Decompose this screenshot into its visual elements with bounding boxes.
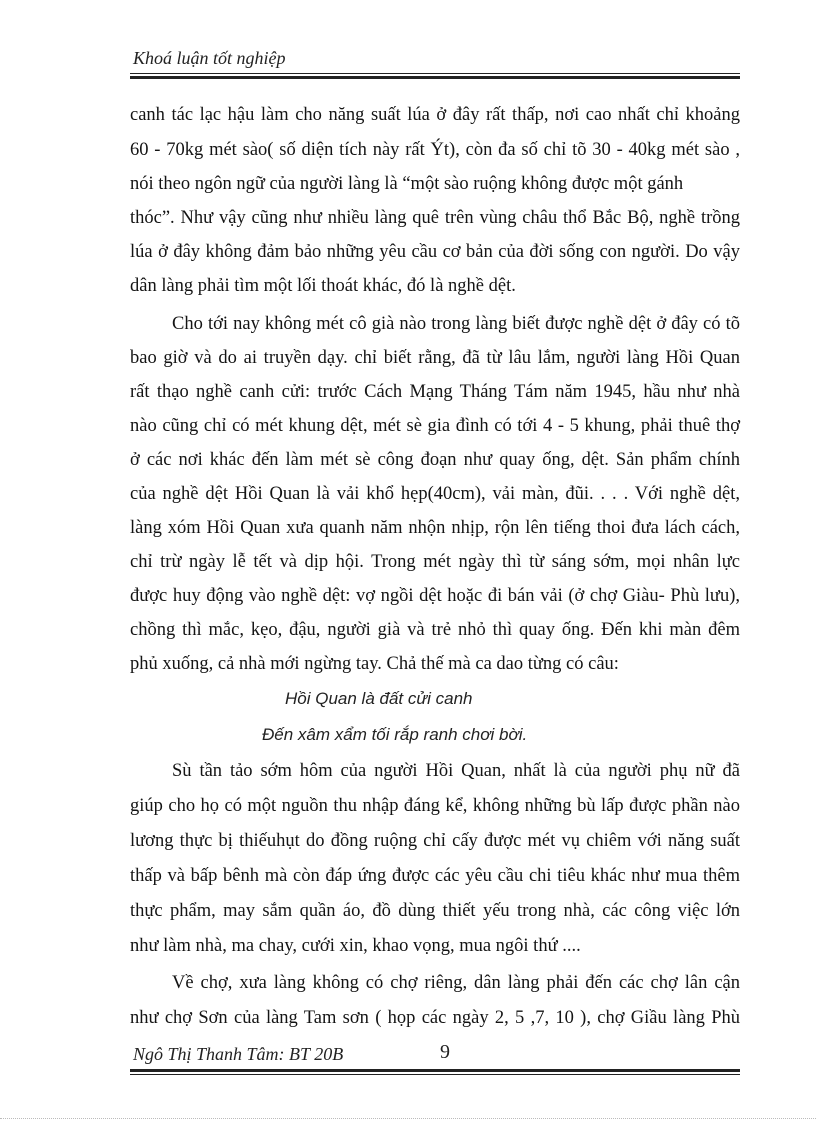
paragraph-2-line-6: của nghề dệt Hồi Quan là vải khổ hẹp(40cm), vải màn, đũi. . . . Với nghề dệt, (130, 484, 740, 504)
page-number: 9 (440, 1041, 450, 1063)
paragraph-1-line-3: nói theo ngôn ngữ của người làng là “một sào ruộng không được một gánh (130, 174, 684, 194)
paragraph-2-line-2: bao giờ và do ai truyền dạy. chỉ biết rằng, đã từ lâu lắm, người làng Hồi Quan (130, 348, 740, 368)
paragraph-1-line-2: 60 - 70kg mét sào( số diện tích này rất Ýt), còn đa số chỉ tõ 30 - 40kg mét sào , (130, 140, 740, 160)
paragraph-1-line-5: lúa ở đây không đảm bảo những yêu cầu cơ bản của đời sống con người. Do vậy (130, 242, 740, 262)
paragraph-4-line-2: như chợ Sơn của làng Tam sơn ( họp các ngày 2, 5 ,7, 10 ), chợ Giầu làng Phù (130, 1008, 740, 1028)
paragraph-4-line-1: Về chợ, xưa làng không có chợ riêng, dân làng phải đến các chợ lân cận (172, 973, 740, 993)
verse-line-2: Đến xâm xẩm tối rắp ranh chơi bời. (262, 725, 528, 744)
footer-rule-thick (130, 1069, 740, 1072)
paragraph-3-line-1: Sù tần tảo sớm hôm của người Hồi Quan, nhất là của người phụ nữ đã (172, 761, 740, 781)
footer-author: Ngô Thị Thanh Tâm: BT 20B (133, 1044, 344, 1064)
paragraph-2-line-3: rất thạo nghề canh cửi: trước Cách Mạng Tháng Tám năm 1945, hầu như nhà (130, 382, 740, 402)
page-bottom-dotted-border (0, 1118, 816, 1119)
paragraph-2-line-4: nào cũng chỉ có mét khung dệt, mét sè gia đình có tới 4 - 5 khung, phải thuê thợ (130, 416, 740, 436)
page-header-title: Khoá luận tốt nghiệp (133, 48, 286, 68)
header-rule-thick (130, 76, 740, 79)
paragraph-1-line-1: canh tác lạc hậu làm cho năng suất lúa ở đây rất thấp, nơi cao nhất chỉ khoảng (130, 105, 740, 125)
paragraph-3-line-5: thực phẩm, may sắm quần áo, đồ dùng thiết yếu trong nhà, các công việc lớn (130, 901, 740, 921)
verse-line-1: Hồi Quan là đất cửi canh (285, 689, 473, 708)
paragraph-3-line-3: lương thực bị thiếuhụt do đồng ruộng chỉ cấy được mét vụ chiêm với năng suất (130, 831, 740, 851)
paragraph-2-line-1: Cho tới nay không mét cô già nào trong làng biết được nghề dệt ở đây có tõ (172, 314, 740, 334)
paragraph-1-line-4: thóc”. Như vậy cũng như nhiều làng quê trên vùng châu thổ Bắc Bộ, nghề trồng (130, 208, 740, 228)
paragraph-3-line-4: thấp và bấp bênh mà còn đáp ứng được các yêu cầu chi tiêu khác như mua thêm (130, 866, 740, 886)
paragraph-2-line-5: ở các nơi khác đến làm mét sè công đoạn như quay ống, dệt. Sản phẩm chính (130, 450, 740, 470)
paragraph-2-line-7: làng xóm Hồi Quan xưa quanh năm nhộn nhịp, rộn lên tiếng thoi đưa lách cách, (130, 518, 740, 538)
paragraph-2-line-9: được huy động vào nghề dệt: vợ ngồi dệt hoặc đi bán vải (ở chợ Giàu- Phù lưu), (130, 586, 740, 606)
paragraph-2-line-10: chồng thì mắc, kẹo, đậu, người già và trẻ nhỏ thì quay ống. Đến khi màn đêm (130, 620, 740, 640)
paragraph-3-line-2: giúp cho họ có một nguồn thu nhập đáng kể, không những bù lấp được phần nào (130, 796, 740, 816)
footer-rule-thin (130, 1074, 740, 1075)
paragraph-1-line-6: dân làng phải tìm một lối thoát khác, đó là nghề dệt. (130, 276, 516, 296)
paragraph-3-line-6: như làm nhà, ma chay, cưới xin, khao vọng, mua ngôi thứ .... (130, 936, 581, 956)
paragraph-2-line-8: chỉ trừ ngày lễ tết và dịp hội. Trong mét ngày thì từ sáng sớm, mọi nhân lực (130, 552, 740, 572)
header-rule-thin (130, 73, 740, 74)
paragraph-2-line-11: phủ xuống, cả nhà mới ngừng tay. Chả thế mà ca dao từng có câu: (130, 654, 619, 674)
